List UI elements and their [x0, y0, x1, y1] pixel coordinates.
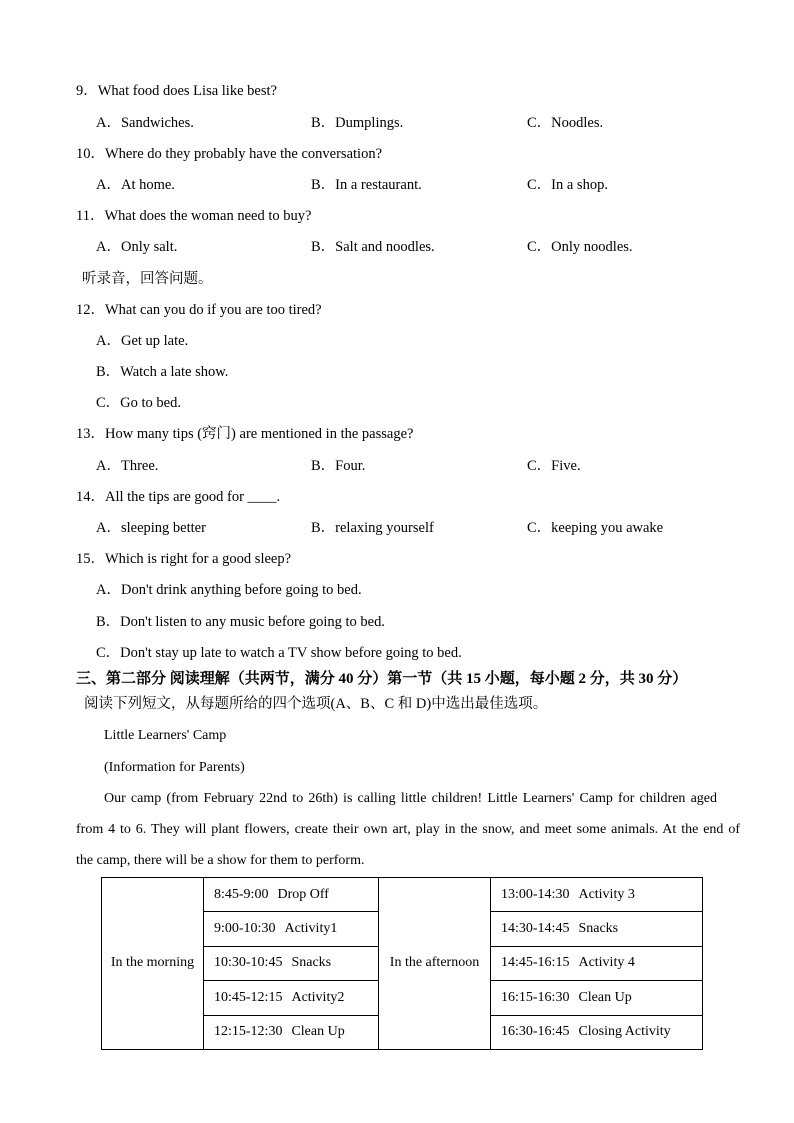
section-heading: 三、第二部分 阅读理解（共两节，满分 40 分）第一节（共 15 小题，每小题 2 分，共 30 分） [76, 671, 688, 687]
slot-activity: Activity 4 [578, 955, 635, 971]
afternoon-slot [491, 878, 703, 912]
slot-activity: Snacks [578, 921, 619, 937]
question-number: 10． [76, 145, 105, 162]
slot-time: 10:30-10:45 [214, 955, 283, 971]
morning-slot [204, 946, 379, 980]
question-15 [0, 544, 794, 575]
slot-activity: Drop Off [277, 886, 329, 902]
question-13-options [0, 451, 794, 482]
table-row [102, 878, 703, 912]
question-stem: What does the woman need to buy? [104, 208, 312, 225]
slot-time: 10:45-12:15 [214, 989, 283, 1005]
slot-time: 9:00-10:30 [214, 921, 276, 937]
option-c: C．Noodles. [527, 114, 604, 131]
passage-line: Our camp (from February 22nd to 26th) is calling little children! Little Learners' Camp for children aged [104, 790, 717, 806]
question-stem: Which is right for a good sleep? [105, 551, 292, 568]
question-number: 14． [76, 488, 105, 505]
passage-line: from 4 to 6. They will plant flowers, create their own art, play in the snow, and meet some animals. At the end of [76, 821, 740, 837]
option-b: B．Don't listen to any music before going to bed. [96, 613, 385, 630]
option-c: C．In a shop. [527, 176, 608, 193]
option-a: A．Sandwiches. [96, 114, 194, 131]
question-10-options [0, 170, 794, 201]
questions-block [0, 76, 794, 669]
reading-passage [0, 720, 794, 876]
slot-time: 14:30-14:45 [501, 921, 570, 937]
option-b: B．In a restaurant. [311, 176, 422, 193]
slot-time: 12:15-12:30 [214, 1024, 283, 1040]
passage-subtitle: (Information for Parents) [104, 759, 245, 775]
morning-slot [204, 981, 379, 1015]
slot-activity: Snacks [291, 955, 332, 971]
slot-time: 14:45-16:15 [501, 955, 570, 971]
question-11 [0, 201, 794, 232]
question-13 [0, 419, 794, 450]
option-a: A．Get up late. [96, 332, 189, 349]
question-stem: All the tips are good for ____. [105, 488, 281, 505]
question-number: 12． [76, 301, 105, 318]
option-a: A．Only salt. [96, 239, 178, 256]
question-stem: How many tips (窍门) are mentioned in the passage? [105, 426, 414, 443]
afternoon-slot [491, 1015, 703, 1049]
option-c: C．Go to bed. [96, 395, 181, 412]
question-number: 11． [76, 208, 105, 225]
slot-activity: Activity1 [284, 921, 338, 937]
slot-time: 13:00-14:30 [501, 886, 570, 902]
option-c: C．Only noodles. [527, 239, 633, 256]
morning-slot [204, 912, 379, 946]
option-a: A．sleeping better [96, 520, 206, 537]
slot-activity: Closing Activity [578, 1024, 671, 1040]
afternoon-slot [491, 912, 703, 946]
option-b: B．relaxing yourself [311, 520, 434, 537]
option-c: C．Don't stay up late to watch a TV show before going to bed. [96, 644, 462, 661]
question-9-options [0, 108, 794, 139]
option-b: B．Watch a late show. [96, 364, 229, 381]
option-a: A．At home. [96, 176, 175, 193]
question-stem: What can you do if you are too tired? [105, 301, 322, 318]
section-instruction: 阅读下列短文，从每题所给的四个选项(A、B、C 和 D)中选出最佳选项。 [84, 696, 548, 712]
table-body [102, 878, 703, 1050]
question-12 [0, 295, 794, 326]
option-a: A．Don't drink anything before going to bed. [96, 582, 362, 599]
option-c: C．Five. [527, 457, 581, 474]
slot-activity: Clean Up [291, 1024, 345, 1040]
question-14-options [0, 513, 794, 544]
morning-label-cell [102, 878, 204, 1050]
option-b: B．Four. [311, 457, 366, 474]
slot-time: 16:30-16:45 [501, 1024, 570, 1040]
question-11-options [0, 232, 794, 263]
passage-title: Little Learners' Camp [104, 728, 227, 744]
question-10 [0, 139, 794, 170]
question-stem: What food does Lisa like best? [97, 83, 277, 100]
morning-slot [204, 878, 379, 912]
slot-time: 16:15-16:30 [501, 989, 570, 1005]
listening-instruction: 听录音，回答问题。 [82, 270, 213, 287]
option-c: C．keeping you awake [527, 520, 664, 537]
question-number: 9． [76, 83, 98, 100]
morning-slot [204, 1015, 379, 1049]
question-number: 15． [76, 551, 105, 568]
question-9 [0, 76, 794, 107]
question-number: 13． [76, 426, 105, 443]
slot-time: 8:45-9:00 [214, 886, 269, 902]
option-a: A．Three. [96, 457, 159, 474]
camp-schedule-table [101, 877, 703, 1050]
slot-activity: Clean Up [578, 989, 632, 1005]
afternoon-label-cell [379, 878, 491, 1050]
question-14 [0, 482, 794, 513]
passage-line: the camp, there will be a show for them to perform. [76, 853, 365, 869]
slot-activity: Activity 3 [578, 886, 635, 902]
option-b: B．Dumplings. [311, 114, 404, 131]
option-b: B．Salt and noodles. [311, 239, 435, 256]
afternoon-label: In the afternoon [389, 955, 480, 971]
afternoon-slot [491, 981, 703, 1015]
morning-label: In the morning [110, 955, 195, 971]
question-stem: Where do they probably have the conversation? [105, 145, 383, 162]
afternoon-slot [491, 946, 703, 980]
slot-activity: Activity2 [291, 989, 345, 1005]
